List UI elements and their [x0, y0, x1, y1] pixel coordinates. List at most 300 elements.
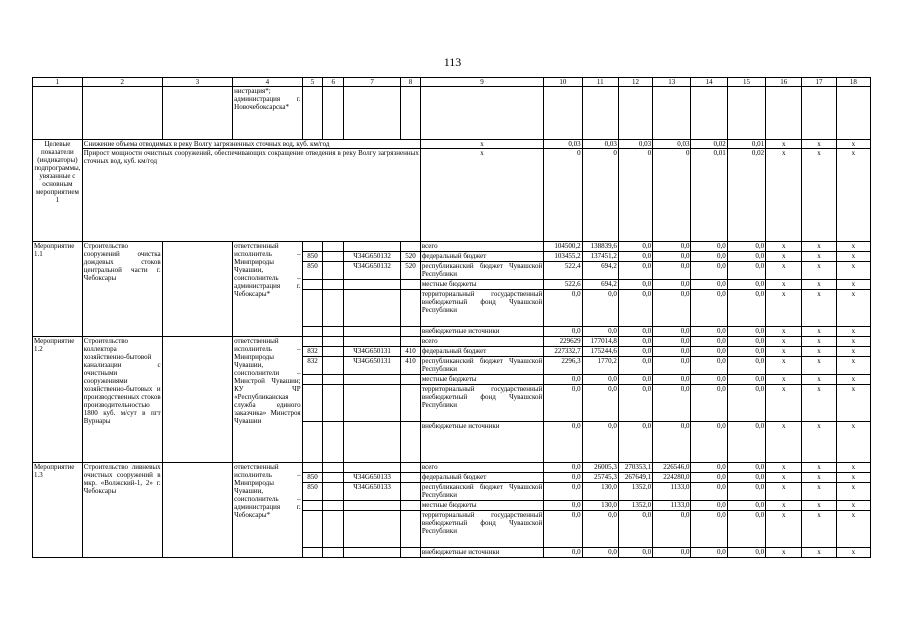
funding-value: 0,0 [727, 347, 765, 357]
funding-value: 0,0 [691, 385, 727, 422]
empty-cell [727, 87, 765, 140]
funding-value: x [836, 262, 870, 280]
empty-cell [323, 422, 344, 463]
funding-value: 0,0 [691, 511, 727, 548]
funding-value: x [836, 463, 870, 473]
funding-value: 0,0 [544, 375, 582, 385]
funding-value: 270353,1 [618, 463, 652, 473]
expense-code [401, 385, 421, 422]
empty-cell [323, 501, 344, 511]
indicator-value: x [836, 140, 870, 149]
budget-code: Ч34G650132 [344, 262, 401, 280]
funding-value: x [802, 473, 836, 483]
funding-value: 0,0 [544, 473, 582, 483]
funding-value: 0,0 [691, 337, 727, 347]
funding-value: 0,0 [653, 548, 691, 558]
funding-source: федеральный бюджет [420, 252, 543, 262]
grbs-code [302, 511, 323, 548]
funding-value: 0,0 [727, 385, 765, 422]
indicator-value: x [766, 149, 802, 242]
funding-value: x [802, 327, 836, 337]
funding-value: 0,0 [727, 548, 765, 558]
grbs-code [302, 327, 323, 337]
budget-code [344, 290, 401, 327]
header-cell: 15 [727, 78, 765, 87]
grbs-code [302, 422, 323, 463]
funding-value: x [766, 252, 802, 262]
funding-value: 0,0 [582, 327, 618, 337]
funding-value: x [766, 501, 802, 511]
funding-value: 0,0 [618, 252, 652, 262]
funding-value: 0,0 [618, 347, 652, 357]
header-cell: 18 [836, 78, 870, 87]
funding-value: 0,0 [727, 422, 765, 463]
empty-cell [162, 87, 233, 140]
indicator-x: x [420, 149, 543, 242]
funding-value: 26005,3 [582, 463, 618, 473]
empty-cell [802, 87, 836, 140]
funding-value: 1352,0 [618, 501, 652, 511]
funding-value: 0,0 [582, 290, 618, 327]
funding-value: x [766, 463, 802, 473]
header-cell: 14 [691, 78, 727, 87]
grbs-code [302, 242, 323, 252]
funding-value: x [802, 548, 836, 558]
grbs-code: 850 [302, 473, 323, 483]
funding-source: федеральный бюджет [420, 347, 543, 357]
grbs-code [302, 385, 323, 422]
expense-code [401, 473, 421, 483]
indicator-value: 0 [544, 149, 582, 242]
page-number: 113 [443, 55, 462, 69]
header-cell: 9 [420, 78, 543, 87]
funding-value: 226546,0 [653, 463, 691, 473]
funding-value: x [802, 280, 836, 290]
header-cell: 1 [33, 78, 83, 87]
expense-code [401, 511, 421, 548]
budget-code: Ч34G650133 [344, 483, 401, 501]
grbs-code: 850 [302, 483, 323, 501]
empty-cell [323, 87, 344, 140]
empty-cell [323, 347, 344, 357]
empty-cell [323, 327, 344, 337]
grbs-code [302, 548, 323, 558]
funding-value: 0,0 [618, 375, 652, 385]
funding-value: 0,0 [691, 290, 727, 327]
funding-value: x [766, 473, 802, 483]
empty-cell [323, 280, 344, 290]
grbs-code [302, 463, 323, 473]
funding-value: x [766, 357, 802, 375]
funding-value: 25745,3 [582, 473, 618, 483]
empty-cell [618, 87, 652, 140]
indicator-label: Целевые показатели (индикаторы) подпрограммы, увязанные с основным мероприятием 1 [33, 140, 83, 242]
funding-value: 0,0 [544, 548, 582, 558]
funding-value: x [836, 280, 870, 290]
empty-cell [420, 87, 543, 140]
empty-cell [836, 87, 870, 140]
event-label: Мероприятие 1.2 [33, 337, 83, 463]
header-cell: 5 [302, 78, 323, 87]
grbs-code: 832 [302, 347, 323, 357]
funding-value: 229629 [544, 337, 582, 347]
funding-value: 0,0 [691, 422, 727, 463]
funding-value: 0,0 [691, 252, 727, 262]
funding-value: 0,0 [618, 357, 652, 375]
empty-cell [323, 337, 344, 347]
funding-value: x [836, 337, 870, 347]
funding-value: 0,0 [618, 337, 652, 347]
expense-code [401, 290, 421, 327]
funding-value: 0,0 [618, 262, 652, 280]
header-cell: 16 [766, 78, 802, 87]
funding-source: местные бюджеты [420, 280, 543, 290]
funding-value: 2296,3 [544, 357, 582, 375]
expense-code: 520 [401, 262, 421, 280]
funding-value: 0,0 [618, 327, 652, 337]
funding-source: местные бюджеты [420, 501, 543, 511]
funding-value: x [766, 262, 802, 280]
expense-code [401, 337, 421, 347]
funding-value: 0,0 [544, 511, 582, 548]
funding-value: x [802, 242, 836, 252]
empty-cell [691, 87, 727, 140]
funding-value: 0,0 [653, 290, 691, 327]
indicator-value: 0,03 [544, 140, 582, 149]
event-row [33, 337, 871, 347]
grbs-code [302, 501, 323, 511]
funding-value: 0,0 [582, 548, 618, 558]
header-cell: 3 [162, 78, 233, 87]
funding-value: 0,0 [727, 290, 765, 327]
funding-value: 0,0 [727, 327, 765, 337]
header-cell: 17 [802, 78, 836, 87]
funding-value: 177014,8 [582, 337, 618, 347]
expense-code [401, 483, 421, 501]
budget-code [344, 327, 401, 337]
funding-value: 0,0 [727, 262, 765, 280]
funding-value: x [836, 357, 870, 375]
empty-cell [162, 242, 233, 337]
funding-value: 0,0 [618, 511, 652, 548]
funding-value: 0,0 [727, 501, 765, 511]
funding-value: x [836, 290, 870, 327]
funding-value: x [766, 483, 802, 501]
funding-value: x [802, 385, 836, 422]
grbs-code [302, 280, 323, 290]
empty-cell [33, 87, 83, 140]
funding-value: 0,0 [691, 501, 727, 511]
indicator-text: Прирост мощности очистных сооружений, обеспечивающих сокращение отведения в реку Волгу загрязненных сточных вод, куб. км/год [82, 149, 420, 242]
indicator-value: 0 [653, 149, 691, 242]
funding-value: x [766, 347, 802, 357]
empty-cell [544, 87, 582, 140]
budget-code [344, 548, 401, 558]
funding-value: 0,0 [618, 385, 652, 422]
event-name: Строительство коллектора хозяйственно-бытовой канализации с очистными сооружениями хозяйственно-бытовых и производственных стоков производительностью 1800 куб. м/сут в пгт Вурнары [82, 337, 162, 463]
header-cell: 4 [233, 78, 302, 87]
grbs-code: 850 [302, 252, 323, 262]
event-label: Мероприятие 1.1 [33, 242, 83, 337]
funding-value: x [802, 483, 836, 501]
funding-value: 0,0 [653, 347, 691, 357]
grbs-code [302, 337, 323, 347]
funding-value: 0,0 [544, 463, 582, 473]
funding-value: 1133,0 [653, 483, 691, 501]
grbs-code: 850 [302, 262, 323, 280]
grbs-code: 832 [302, 357, 323, 375]
funding-value: 0,0 [691, 347, 727, 357]
funding-value: 0,0 [582, 511, 618, 548]
budget-code: Ч34G650133 [344, 473, 401, 483]
funding-value: 227332,7 [544, 347, 582, 357]
empty-cell [323, 473, 344, 483]
indicator-row [33, 149, 871, 242]
funding-value: x [836, 501, 870, 511]
expense-code [401, 242, 421, 252]
budget-code [344, 463, 401, 473]
continuation-executor: нистрация*; администрация г. Новочебоксарска* [233, 87, 302, 140]
funding-value: x [802, 262, 836, 280]
funding-value: 137451,2 [582, 252, 618, 262]
empty-cell [582, 87, 618, 140]
funding-value: 0,0 [691, 375, 727, 385]
funding-value: x [766, 242, 802, 252]
indicator-value: x [836, 149, 870, 242]
grbs-code [302, 375, 323, 385]
budget-code [344, 422, 401, 463]
expense-code: 520 [401, 252, 421, 262]
funding-value: 522,4 [544, 262, 582, 280]
budget-code [344, 337, 401, 347]
funding-value: 0,0 [618, 242, 652, 252]
funding-value: 104500,2 [544, 242, 582, 252]
funding-value: 0,0 [727, 280, 765, 290]
funding-value: x [766, 337, 802, 347]
funding-value: 0,0 [618, 290, 652, 327]
empty-cell [162, 337, 233, 463]
expense-code: 410 [401, 347, 421, 357]
funding-value: 103455,2 [544, 252, 582, 262]
funding-value: x [766, 327, 802, 337]
funding-value: 0,0 [582, 422, 618, 463]
indicator-row [33, 140, 871, 149]
indicator-value: 0,03 [653, 140, 691, 149]
funding-value: x [766, 422, 802, 463]
indicator-value: 0,01 [727, 140, 765, 149]
funding-value: x [766, 548, 802, 558]
empty-cell [766, 87, 802, 140]
empty-cell [323, 463, 344, 473]
empty-cell [323, 385, 344, 422]
funding-value: 0,0 [691, 473, 727, 483]
funding-value: 0,0 [727, 357, 765, 375]
funding-value: 522,6 [544, 280, 582, 290]
header-cell: 7 [344, 78, 401, 87]
funding-value: x [802, 501, 836, 511]
program-table [32, 77, 871, 558]
funding-value: x [802, 357, 836, 375]
budget-code: Ч34G650131 [344, 347, 401, 357]
funding-value: 0,0 [582, 385, 618, 422]
funding-value: x [766, 280, 802, 290]
indicator-value: x [802, 149, 836, 242]
funding-source: республиканский бюджет Чувашской Республики [421, 262, 543, 278]
event-label: Мероприятие 1.3 [33, 463, 83, 558]
funding-value: x [802, 337, 836, 347]
indicator-value: 0,03 [582, 140, 618, 149]
empty-cell [323, 357, 344, 375]
funding-source: территориальный государственный внебюджетный фонд Чувашской Республики [420, 290, 543, 327]
funding-source: местные бюджеты [420, 375, 543, 385]
header-row [33, 78, 871, 87]
event-executor: ответственный исполнитель – Минприроды Чувашии, соисполнитель – администрация г. Чебоксары* [233, 463, 302, 558]
funding-value: 130,0 [582, 501, 618, 511]
header-cell: 10 [544, 78, 582, 87]
funding-value: 0,0 [691, 280, 727, 290]
funding-value: 0,0 [653, 242, 691, 252]
indicator-x: x [420, 140, 543, 149]
event-row [33, 463, 871, 473]
expense-code [401, 375, 421, 385]
budget-code: Ч34G650131 [344, 357, 401, 375]
funding-source: внебюджетные источники [420, 327, 543, 337]
funding-value: 0,0 [691, 357, 727, 375]
funding-source: внебюджетные источники [420, 548, 543, 558]
funding-value: 0,0 [727, 252, 765, 262]
funding-source: республиканский бюджет Чувашской Республики [421, 483, 543, 499]
funding-value: 130,0 [582, 483, 618, 501]
funding-value: x [836, 242, 870, 252]
funding-value: x [836, 347, 870, 357]
funding-source: территориальный государственный внебюджетный фонд Чувашской Республики [420, 511, 543, 548]
indicator-value: 0,02 [727, 149, 765, 242]
funding-value: 694,2 [582, 280, 618, 290]
funding-source: республиканский бюджет Чувашской Республики [421, 357, 543, 373]
funding-value: 0,0 [727, 483, 765, 501]
funding-value: x [802, 347, 836, 357]
funding-value: 0,0 [727, 375, 765, 385]
funding-value: 0,0 [618, 548, 652, 558]
funding-value: x [836, 473, 870, 483]
funding-value: 0,0 [653, 327, 691, 337]
funding-value: x [836, 252, 870, 262]
funding-value: x [836, 548, 870, 558]
continuation-row [33, 87, 871, 140]
expense-code [401, 280, 421, 290]
indicator-value: 0,03 [618, 140, 652, 149]
empty-cell [323, 290, 344, 327]
funding-value: 0,0 [653, 357, 691, 375]
funding-value: 0,0 [618, 422, 652, 463]
funding-value: x [836, 511, 870, 548]
funding-value: 0,0 [653, 252, 691, 262]
empty-cell [653, 87, 691, 140]
funding-value: 0,0 [544, 422, 582, 463]
funding-value: 0,0 [544, 501, 582, 511]
empty-cell [323, 375, 344, 385]
event-name: Строительство ливневых очистных сооружений в мкр. «Волжский-1, 2» г. Чебоксары [82, 463, 162, 558]
budget-code [344, 375, 401, 385]
empty-cell [323, 252, 344, 262]
indicator-value: 0,01 [691, 149, 727, 242]
funding-source: всего [420, 242, 543, 252]
indicator-text: Снижение объема отводимых в реку Волгу загрязненных сточных вод, куб. км/год [82, 140, 420, 149]
indicator-value: x [802, 140, 836, 149]
funding-source: всего [420, 337, 543, 347]
funding-value: x [836, 375, 870, 385]
funding-value: x [802, 463, 836, 473]
budget-code [344, 501, 401, 511]
funding-value: 0,0 [727, 337, 765, 347]
funding-value: 0,0 [544, 483, 582, 501]
funding-value: 0,0 [544, 290, 582, 327]
budget-code [344, 511, 401, 548]
expense-code [401, 548, 421, 558]
funding-source: всего [420, 463, 543, 473]
indicator-value: 0,02 [691, 140, 727, 149]
expense-code [401, 422, 421, 463]
empty-cell [323, 483, 344, 501]
funding-value: 0,0 [691, 483, 727, 501]
expense-code: 410 [401, 357, 421, 375]
funding-value: 0,0 [653, 511, 691, 548]
funding-value: 0,0 [727, 463, 765, 473]
empty-cell [82, 87, 162, 140]
header-cell: 2 [82, 78, 162, 87]
empty-cell [323, 548, 344, 558]
funding-value: 175244,6 [582, 347, 618, 357]
header-cell: 11 [582, 78, 618, 87]
expense-code [401, 463, 421, 473]
funding-value: 0,0 [618, 280, 652, 290]
funding-value: 0,0 [691, 242, 727, 252]
funding-value: x [802, 511, 836, 548]
indicator-value: 0 [582, 149, 618, 242]
funding-value: 0,0 [691, 548, 727, 558]
funding-value: 0,0 [653, 375, 691, 385]
funding-source: федеральный бюджет [420, 473, 543, 483]
funding-value: 0,0 [727, 511, 765, 548]
funding-value: x [802, 290, 836, 327]
funding-value: 0,0 [653, 280, 691, 290]
funding-source: территориальный государственный внебюджетный фонд Чувашской Республики [420, 385, 543, 422]
funding-value: x [802, 375, 836, 385]
funding-value: x [836, 483, 870, 501]
funding-value: x [802, 252, 836, 262]
indicator-value: x [766, 140, 802, 149]
funding-value: x [836, 422, 870, 463]
funding-value: x [766, 290, 802, 327]
budget-code [344, 242, 401, 252]
budget-code [344, 385, 401, 422]
budget-code: Ч34G650132 [344, 252, 401, 262]
empty-cell [344, 87, 401, 140]
funding-value: 0,0 [727, 473, 765, 483]
funding-value: 0,0 [653, 385, 691, 422]
empty-cell [323, 242, 344, 252]
funding-value: 0,0 [544, 385, 582, 422]
funding-value: 0,0 [653, 422, 691, 463]
funding-value: 0,0 [691, 262, 727, 280]
funding-value: x [766, 385, 802, 422]
event-executor: ответственный исполнитель – Минприроды Чувашии, соисполнители – Минстрой Чувашии; КУ ЧР «Республиканская служба единого заказчика» Минстроя Чувашии [233, 337, 302, 463]
funding-value: 694,2 [582, 262, 618, 280]
funding-value: 138839,6 [582, 242, 618, 252]
funding-value: x [836, 385, 870, 422]
funding-value: 0,0 [544, 327, 582, 337]
grbs-code [302, 290, 323, 327]
